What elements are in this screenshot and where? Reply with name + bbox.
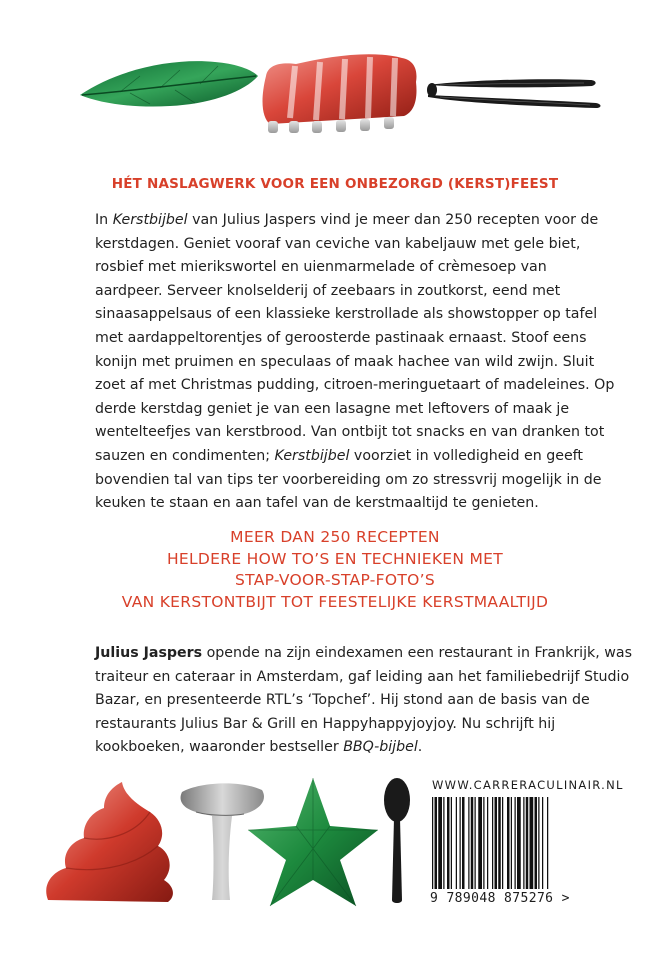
intro-text: van Julius Jaspers vind je meer dan 250 recepten voor de kerstdagen. Geniet vooraf van ceviche van kabeljauw met gele biet, rosbief met mierikswortel en uienmarmelade of crèmesoep van aardpeer. Serveer knolselderij of zeebaars in zoutkorst, eend met sinaasappelsaus of een klassieke kerstrollade als showstopper op tafel met aardappeltorentjes of geroosterde pastinaak ernaast. Stoof eens konijn met pruimen en speculaas of maak hachee van wild zwijn. Sluit zoet af met Christmas pudding, citroen-meringuetaart of madeleines. Op derde kerstdag geniet je van een lasagne met leftovers of maak je wentelteefjes van kerstbrood. Van ontbijt tot snacks en van dranken tot sauzen en condimenten; [95,212,615,464]
intro-text: In [95,212,113,228]
barcode-bar [451,797,452,889]
barcode-bar [435,797,438,889]
barcode-bar [511,797,512,889]
isbn-number: 9 789048 875276 > [430,891,570,906]
bay-leaf-icon [80,61,258,106]
barcode-bar [460,797,461,889]
barcode-bar [507,797,510,889]
top-illustrations [0,0,669,160]
book-title: Kerstbijbel [112,212,188,228]
bbq-book-title: BBQ-bijbel [343,739,418,756]
barcode-bar [483,797,484,889]
feature-line: MEER DAN 250 RECEPTEN [230,528,440,546]
website-url: WWW.CARRERACULINAIR.NL [432,778,624,792]
barcode-bar [535,797,538,889]
bottom-illustrations [0,760,430,960]
barcode-bar [468,797,469,889]
tagline: HÉT NASLAGWERK VOOR EEN ONBEZORGD (KERST)FEEST [111,176,559,192]
barcode-bar [462,797,465,889]
barcode-bar [492,797,493,889]
barcode-bar [502,797,503,889]
vanilla-pod-icon [427,79,601,108]
barcode-bar [475,797,476,889]
barcode-bar [487,797,488,889]
barcode-bar [530,797,534,889]
author-bio [95,642,635,760]
feature-line: STAP-VOOR-STAP-FOTO’S [234,571,436,589]
star-anise-icon [248,778,378,906]
barcode-bar [478,797,482,889]
book-title: Kerstbijbel [274,447,350,464]
barcode-bar [517,797,521,889]
bio-text: opende na zijn eindexamen een restaurant in Frankrijk, was traiteur en cateraar in Amsterdam, gaf leiding aan het familiebedrijf Studio Bazar, en presenteerde RTL’s ‘Topchef’. Hij stond aan de basis van de restaurants Julius Bar & Grill en Happyhappyjoyjoy. Nu schrijft hij kookboeken, waaronder bestseller [95,645,632,756]
feature-line: VAN KERSTONTBIJT TOT FEESTELIJKE KERSTMAALTIJD [121,592,549,611]
barcode [432,797,616,889]
barcode-bar [538,797,539,889]
barcode-bar [498,797,501,889]
author-name: Julius Jaspers [95,645,203,661]
barcode-bar [495,797,498,889]
barcode-bar [471,797,474,889]
feature-line: HELDERE HOW TO’S EN TECHNIEKEN MET [166,549,504,568]
spoon-icon [384,778,410,903]
mushroom-icon [181,783,264,900]
intro-paragraph [95,209,615,516]
bio-text: . [417,739,423,756]
barcode-bar [523,797,524,889]
intro-text: voorziet in volledigheid en geeft bovendien tal van tips ter voorbereiding om zo stressvrij mogelijk in de keuken te staan en aan tafel van de kerstmaaltijd te genieten. [95,447,602,512]
barcode-bar [547,797,548,889]
feature-list [40,527,630,613]
barcode-bar [438,797,442,889]
barcode-bar [526,797,529,889]
barcode-bar [443,797,444,889]
barcode-bar [456,797,457,889]
meringue-icon [46,782,173,902]
barcode-bar [447,797,450,889]
barcode-bar [515,797,516,889]
barcode-bar [542,797,543,889]
spare-ribs-icon [263,54,417,133]
barcode-bar [432,797,433,889]
